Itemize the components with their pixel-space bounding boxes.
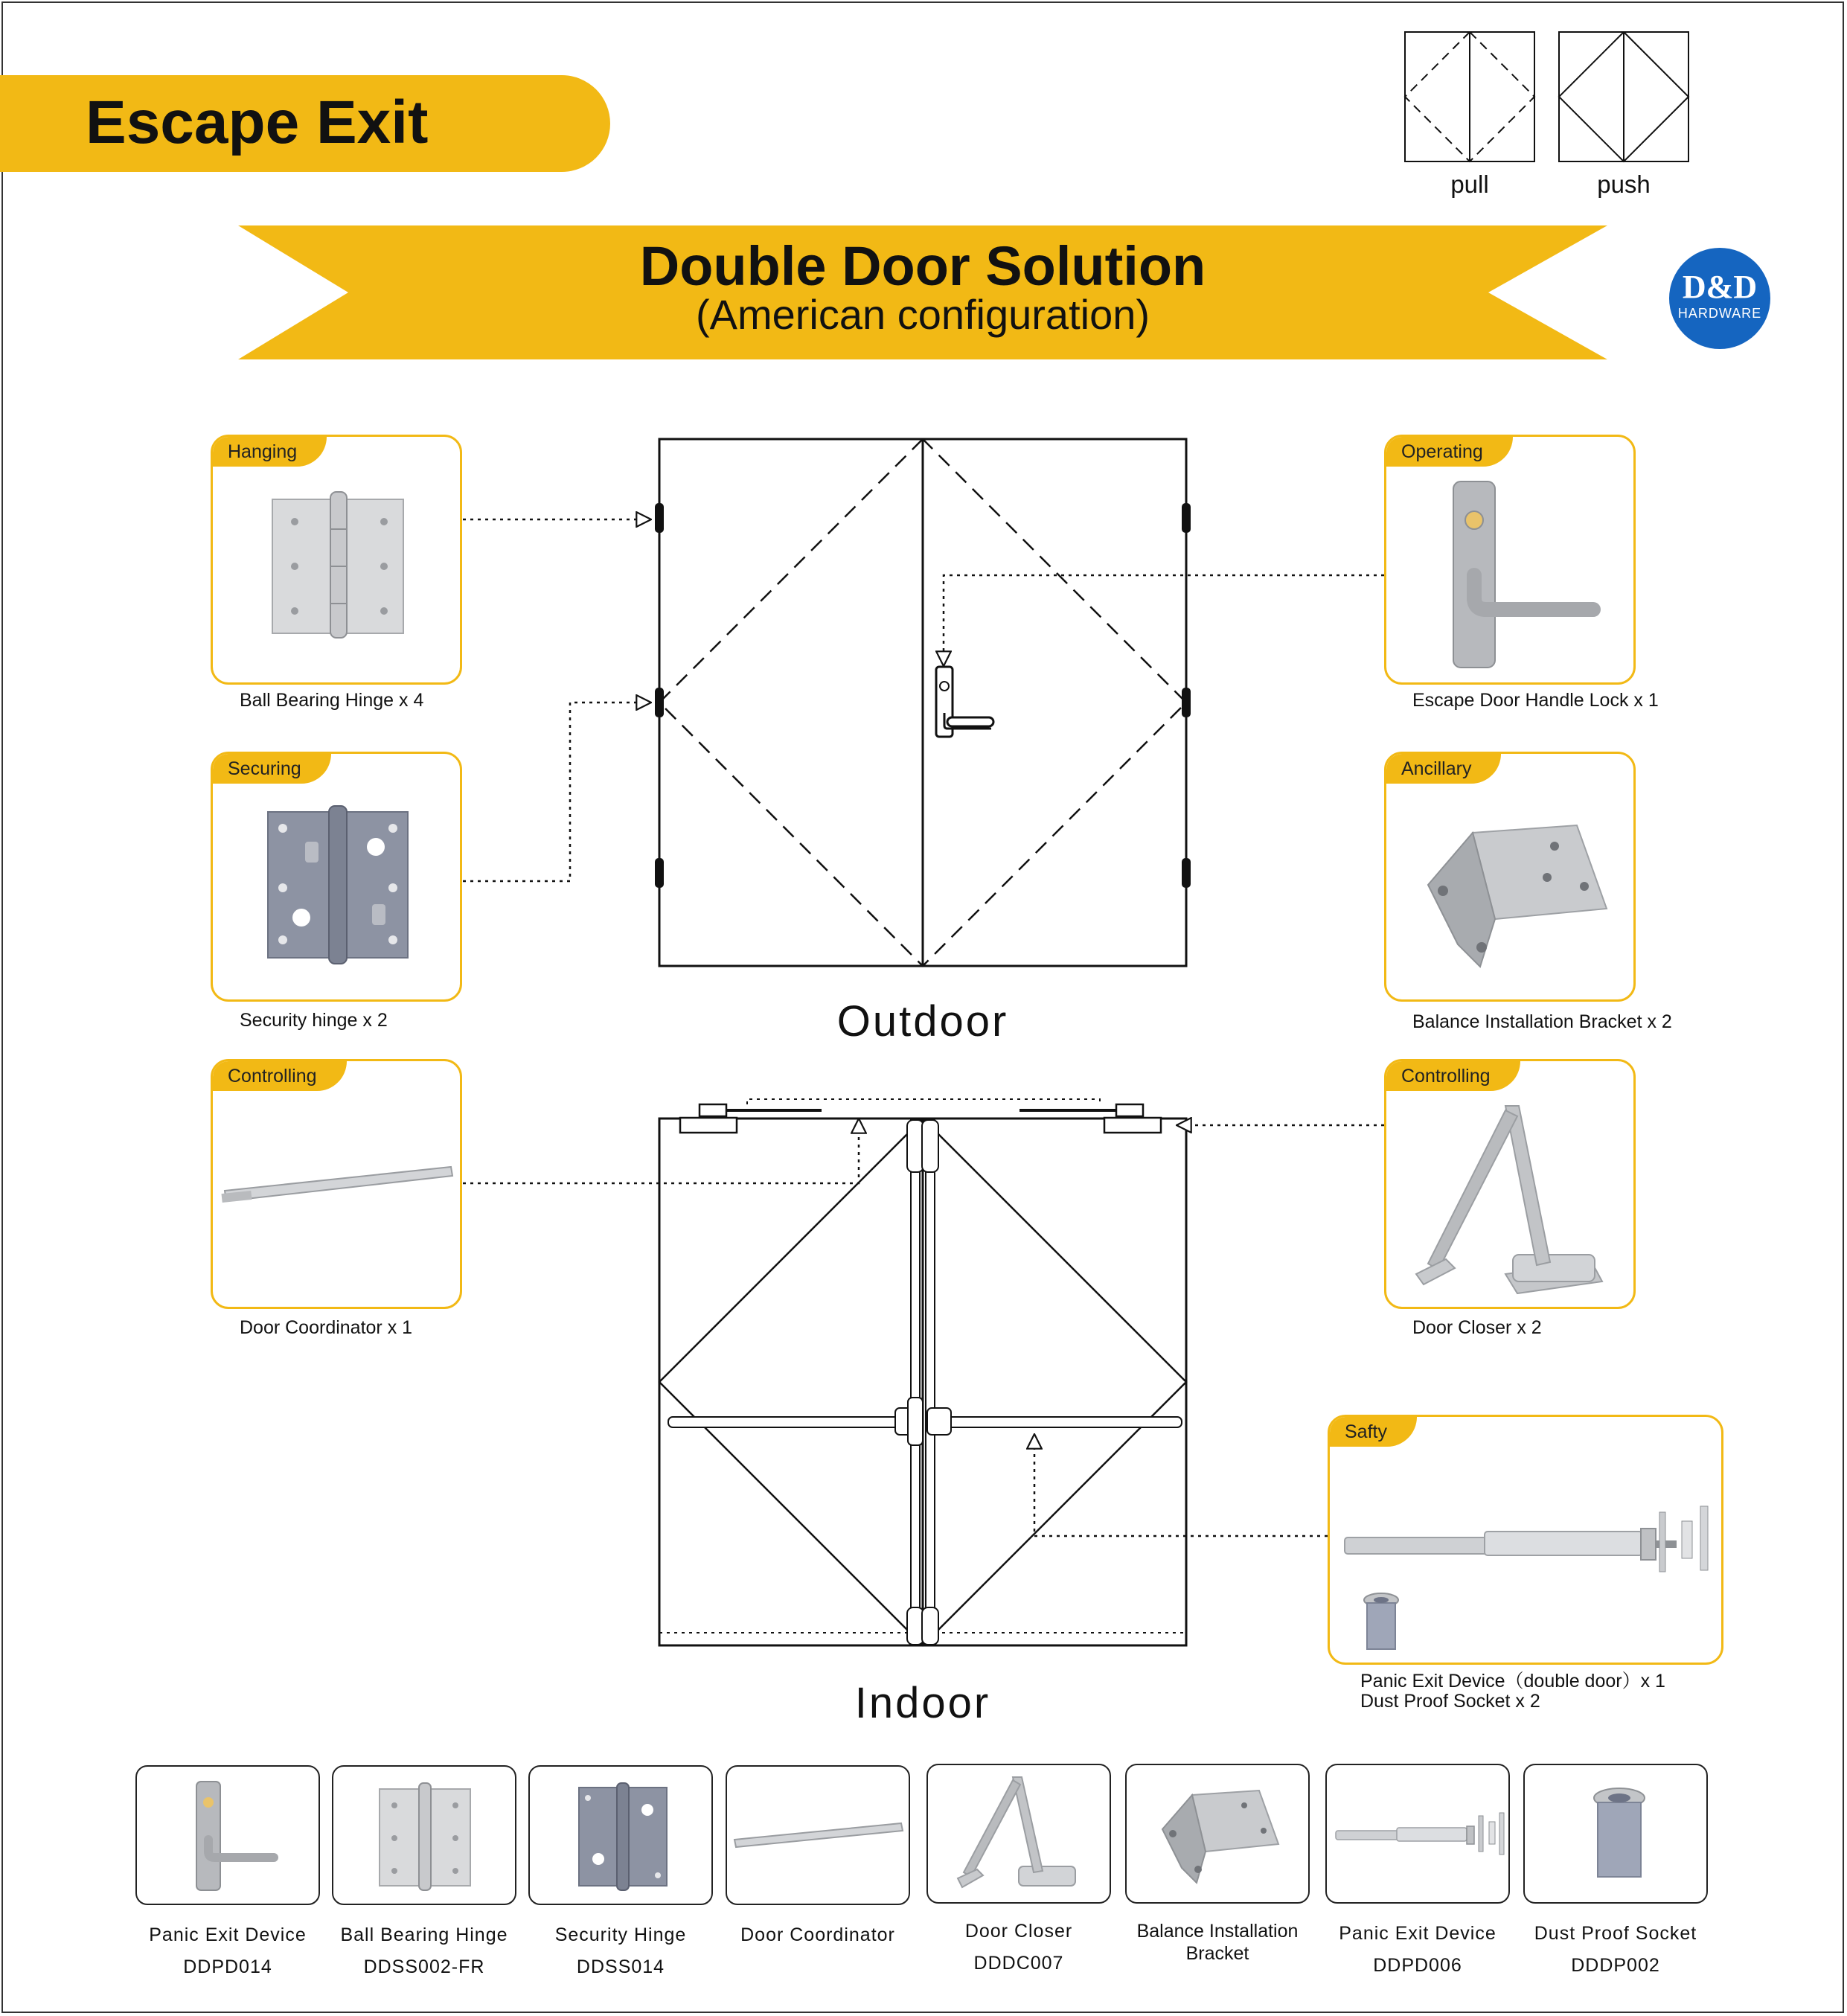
controlling-left-card [211,1059,462,1309]
brand-logo-sub: HARDWARE [1677,306,1762,321]
hinge-mark [1182,858,1191,888]
pull-legend-label: pull [1450,170,1489,198]
product-name-5: Door Closer [964,1921,1073,1942]
hinge-mark [1182,503,1191,533]
dust-proof-socket-icon [1363,1593,1400,1654]
hinge-mark [655,688,664,717]
operating-label: Escape Door Handle Lock x 1 [1412,690,1659,711]
product-name-3: Security Hinge [554,1924,687,1945]
ancillary-tag: Ancillary [1386,754,1501,784]
hanging-card [211,435,462,685]
hanging-label: Ball Bearing Hinge x 4 [240,690,424,711]
push-legend-label: push [1597,170,1651,198]
product-code-1: DDPD014 [183,1956,272,1977]
balance-bracket-icon [1428,825,1614,967]
product-thumb-panic-exit-ddpd006[interactable] [1325,1764,1510,1904]
hanging-tag: Hanging [213,437,327,467]
product-code-3: DDSS014 [576,1956,665,1977]
product-name-6: Balance Installation Bracket [1136,1921,1299,1964]
door-coordinator-icon [220,1158,458,1217]
safety-label-line1: Panic Exit Device（double door）x 1 [1360,1671,1665,1692]
product-name-1: Panic Exit Device [149,1924,307,1945]
product-name-8: Dust Proof Socket [1534,1923,1697,1944]
handle-lock-icon [196,1780,278,1892]
product-thumb-panic-exit-ddpd014[interactable] [135,1765,320,1905]
hinge-mark [1182,688,1191,717]
hinge-mark [655,503,664,533]
door-handle-icon [936,667,993,737]
product-thumb-security-hinge[interactable] [528,1765,713,1905]
coordinator-icon [732,1819,907,1856]
securing-card [211,752,462,1002]
indoor-label: Indoor [854,1679,991,1727]
product-code-2: DDSS002-FR [363,1956,485,1977]
securing-label: Security hinge x 2 [240,1010,388,1031]
product-name-2: Ball Bearing Hinge [340,1924,508,1945]
banner-title: Double Door Solution [639,235,1206,297]
outdoor-label: Outdoor [836,997,1009,1046]
ball-bearing-hinge-icon [272,492,406,638]
controlling-right-label: Door Closer x 2 [1412,1317,1542,1338]
closer-icon [955,1777,1089,1896]
hinge-icon [380,1783,472,1890]
security-hinge-icon [268,806,414,964]
door-closer-icon [1409,1106,1624,1299]
panic-exit-device-icon [1343,1506,1715,1573]
security-hinge-icon [579,1783,668,1890]
product-thumb-dust-proof-socket[interactable] [1523,1764,1708,1904]
safety-tag: Safty [1330,1417,1417,1447]
escape-handle-lock-icon [1453,479,1602,672]
operating-tag: Operating [1386,437,1513,467]
product-thumb-door-closer[interactable] [926,1764,1111,1904]
socket-icon [1592,1788,1647,1884]
safety-label-line2: Dust Proof Socket x 2 [1360,1691,1540,1712]
product-thumb-ball-bearing-hinge[interactable] [332,1765,516,1905]
product-code-8: DDDP002 [1571,1955,1660,1976]
page-title: Escape Exit [86,89,429,156]
product-code-7: DDPD006 [1373,1955,1462,1976]
bracket-icon [1162,1791,1281,1883]
controlling-right-card [1384,1059,1636,1309]
product-name-7: Panic Exit Device [1339,1923,1497,1944]
product-name-4: Door Coordinator [740,1924,895,1945]
controlling-left-tag: Controlling [213,1061,347,1091]
product-thumb-balance-bracket[interactable] [1125,1764,1310,1904]
operating-card [1384,435,1636,685]
ancillary-label: Balance Installation Bracket x 2 [1412,1011,1672,1032]
controlling-left-label: Door Coordinator x 1 [240,1317,413,1338]
ancillary-card [1384,752,1636,1002]
indoor-door [659,1099,1186,1645]
hinge-mark [655,858,664,888]
panic-bar-icon [1334,1813,1505,1857]
securing-tag: Securing [213,754,331,784]
product-code-5: DDDC007 [973,1953,1064,1974]
outdoor-door [655,439,1191,966]
controlling-right-tag: Controlling [1386,1061,1520,1091]
safety-card [1328,1415,1723,1665]
banner-subtitle: (American configuration) [695,291,1150,338]
brand-logo-mark: D&D [1682,269,1758,305]
product-thumb-door-coordinator[interactable] [726,1765,910,1905]
